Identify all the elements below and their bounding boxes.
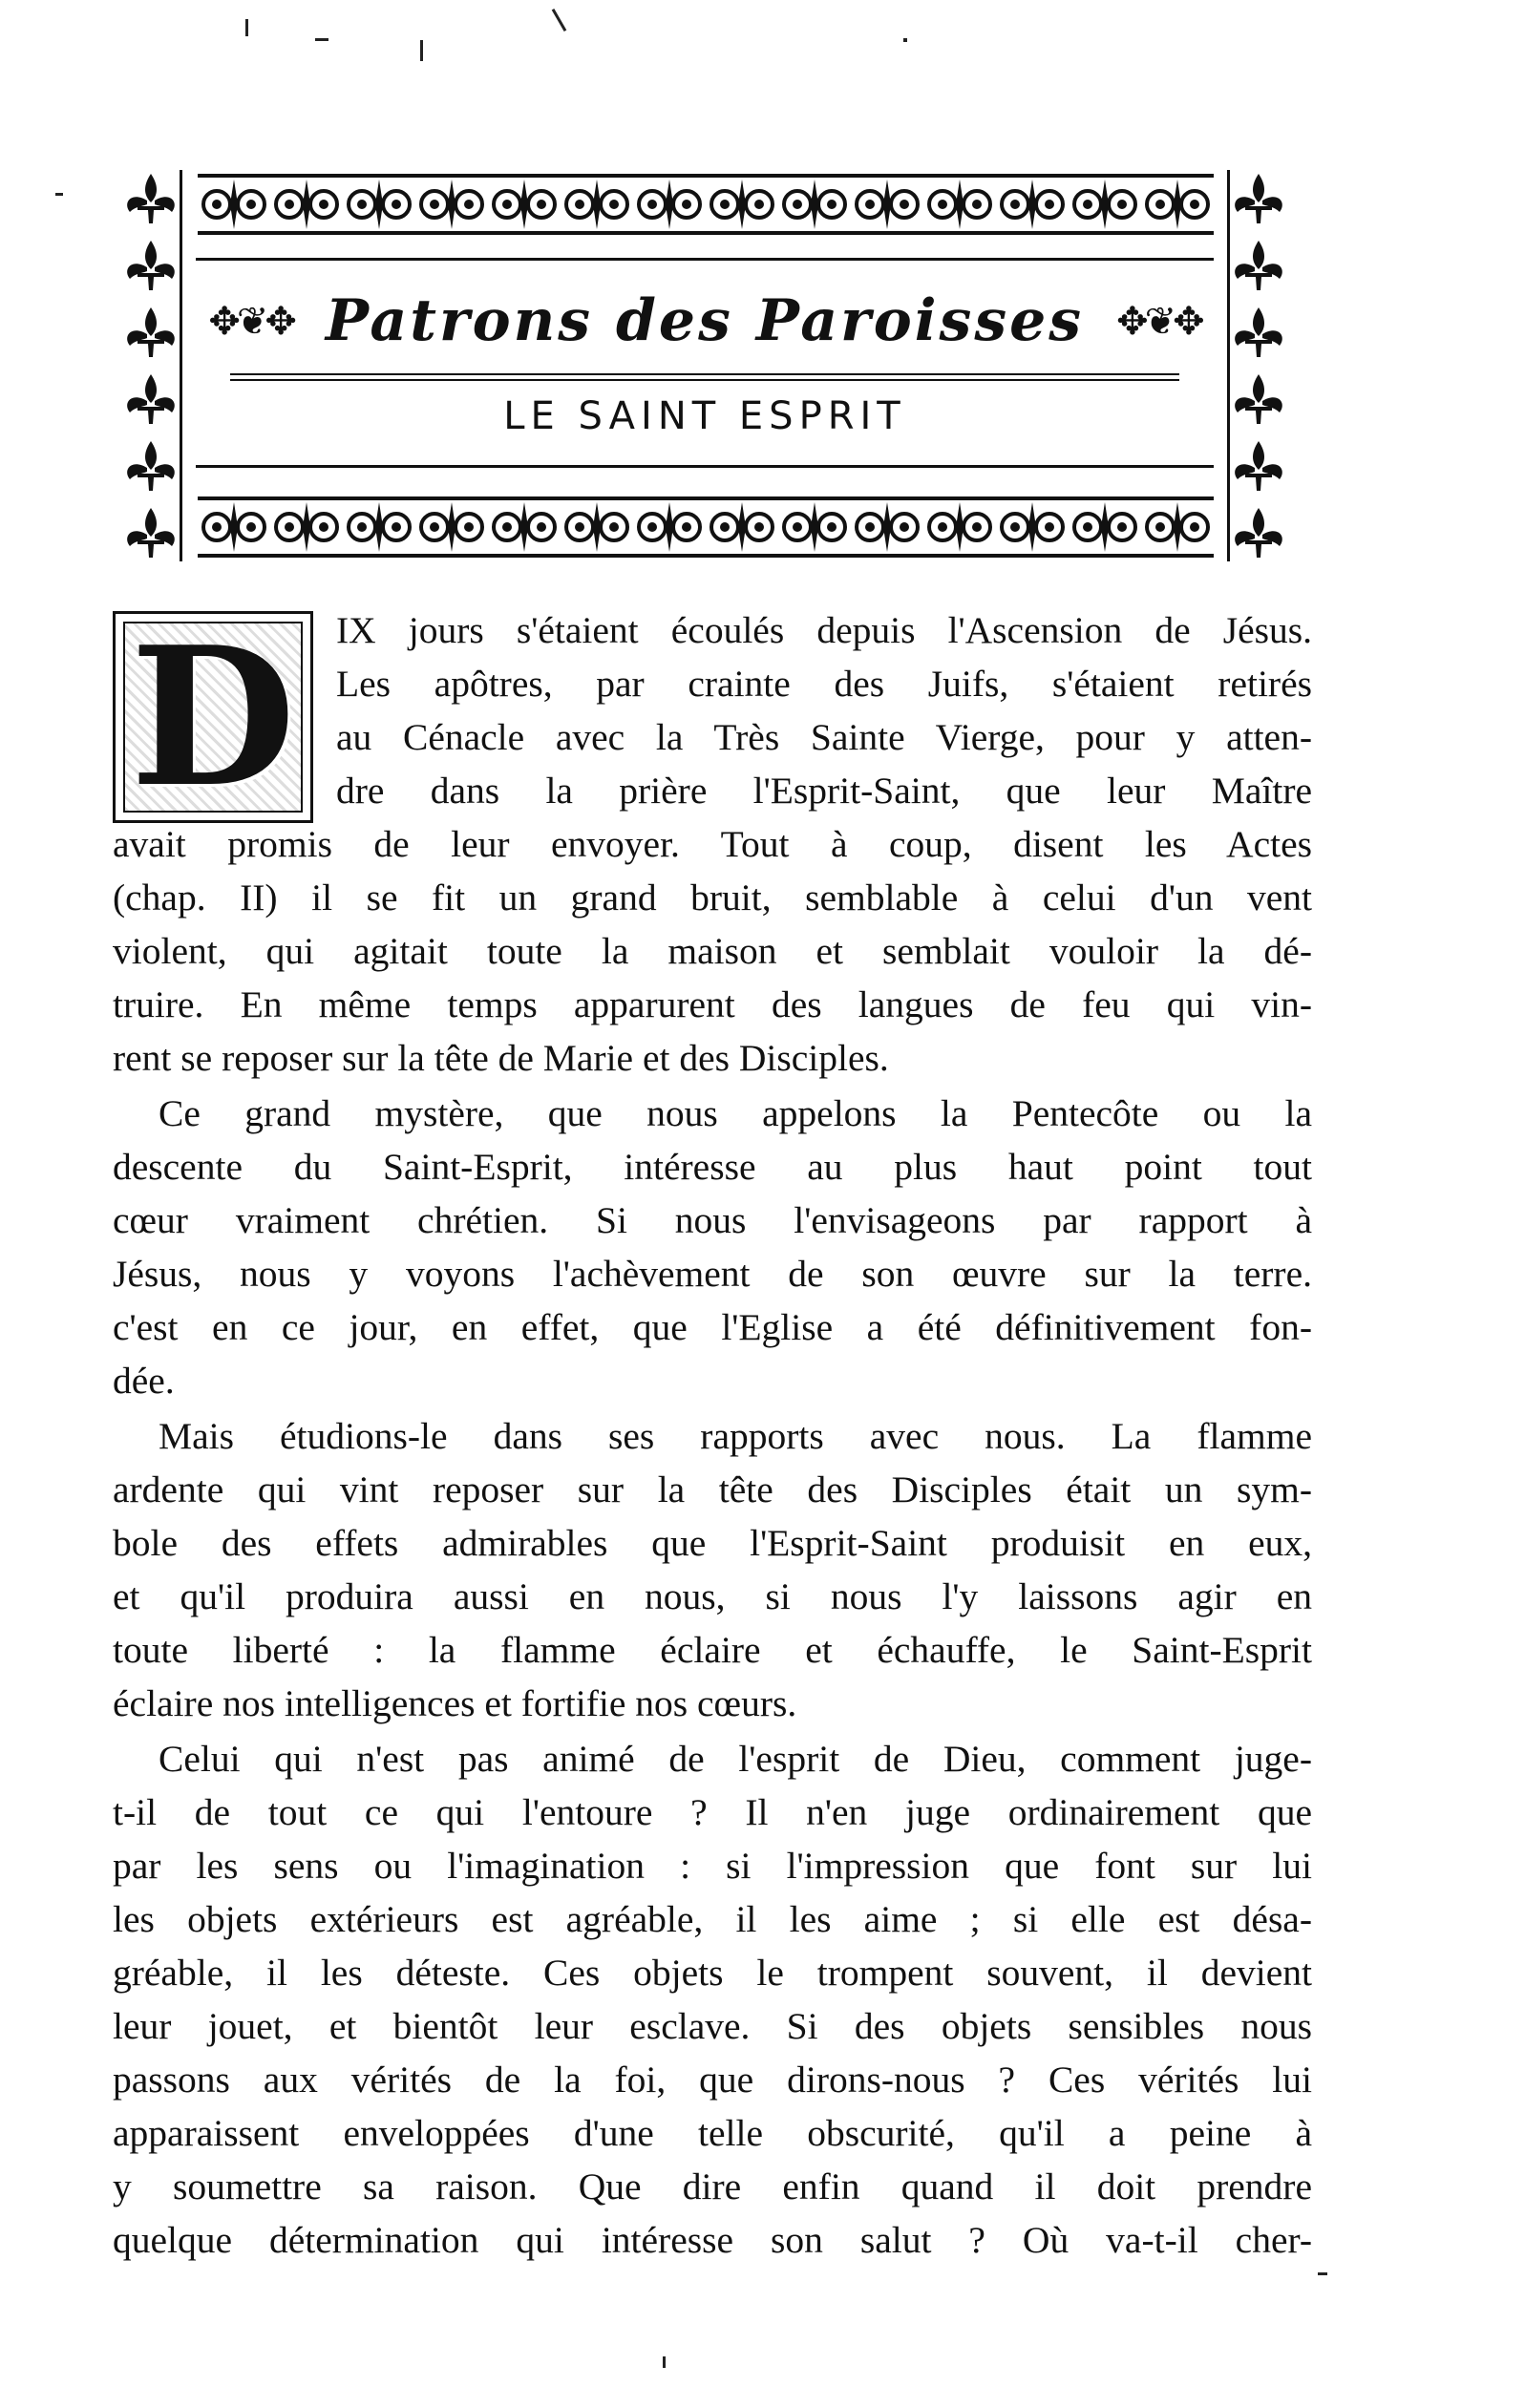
text-line: bole des effets admirables que l'Esprit-Saint produisit en eux, — [113, 1522, 1312, 1564]
print-speck — [315, 38, 328, 41]
text-line: leur jouet, et bientôt leur esclave. Si des objets sensibles nous — [113, 2005, 1312, 2047]
text-line: cœur vraiment chrétien. Si nous l'envisageons par rapport à — [113, 1199, 1312, 1241]
text-line: éclaire nos intelligences et fortifie nos cœurs. — [113, 1682, 797, 1724]
paragraph — [113, 1087, 1312, 1407]
drop-cap-letter: D — [130, 622, 296, 813]
text-line: Les apôtres, par crainte des Juifs, s'étaient retirés — [336, 663, 1312, 705]
text-line: gréable, il les déteste. Ces objets le trompent souvent, il devient — [113, 1952, 1312, 1994]
text-line: quelque détermination qui intéresse son salut ? Où va-t-il cher- — [113, 2219, 1312, 2261]
text-line: Mais étudions-le dans ses rapports avec nous. La flamme — [159, 1415, 1312, 1457]
page-title: Patrons des Paroisses — [325, 287, 1085, 354]
paragraph — [113, 1732, 1312, 2267]
text-line: Jésus, nous y voyons l'achèvement de son œuvre sur la terre. — [113, 1253, 1312, 1295]
paragraph — [113, 1409, 1312, 1730]
text-line: au Cénacle avec la Très Sainte Vierge, pour y atten- — [336, 716, 1312, 758]
ornament-band-top — [198, 174, 1214, 235]
text-line: descente du Saint-Esprit, intéresse au plus haut point tout — [113, 1146, 1312, 1188]
text-line: les objets extérieurs est agréable, il les aime ; si elle est désa- — [113, 1898, 1312, 1940]
text-line: dée. — [113, 1360, 175, 1402]
title-rule — [230, 373, 1179, 375]
title-box — [196, 258, 1214, 468]
fleur-de-lis-border-right — [1220, 170, 1297, 561]
print-speck — [245, 19, 248, 36]
ornament-band-bottom — [198, 496, 1214, 558]
text-line: rent se reposer sur la tête de Marie et des Disciples. — [113, 1037, 889, 1079]
text-line: dre dans la prière l'Esprit-Saint, que leur Maître — [336, 770, 1312, 812]
print-speck — [552, 9, 567, 32]
print-speck — [663, 2356, 666, 2368]
print-speck — [420, 40, 423, 61]
text-line: ardente qui vint reposer sur la tête des Disciples était un sym- — [113, 1468, 1312, 1510]
text-line: c'est en ce jour, en effet, que l'Eglise a été définitivement fon- — [113, 1306, 1312, 1348]
page-subtitle: LE SAINT ESPRIT — [503, 394, 906, 438]
text-line: passons aux vérités de la foi, que dirons-nous ? Ces vérités lui — [113, 2059, 1312, 2101]
text-line: y soumettre sa raison. Que dire enfin quand il doit prendre — [113, 2165, 1312, 2207]
text-line: toute liberté : la flamme éclaire et échauffe, le Saint-Esprit — [113, 1629, 1312, 1671]
text-line: par les sens ou l'imagination : si l'impression que font sur lui — [113, 1845, 1312, 1887]
fleuron-left-icon: ✥❦✥ — [208, 299, 293, 343]
text-line: violent, qui agitait toute la maison et semblait vouloir la dé- — [113, 930, 1312, 972]
print-speck — [1318, 2272, 1327, 2275]
print-speck — [55, 193, 63, 196]
text-line: (chap. II) il se fit un grand bruit, semblable à celui d'un vent — [113, 877, 1312, 919]
text-line: apparaissent enveloppées d'une telle obscurité, qu'il a peine à — [113, 2112, 1312, 2154]
text-line: IX jours s'étaient écoulés depuis l'Ascension de Jésus. — [336, 609, 1312, 651]
title-frame — [180, 170, 1230, 561]
text-line: Ce grand mystère, que nous appelons la Pentecôte ou la — [159, 1092, 1312, 1134]
text-line: et qu'il produira aussi en nous, si nous l'y laissons agir en — [113, 1575, 1312, 1617]
title-rule — [230, 379, 1179, 381]
text-line: Celui qui n'est pas animé de l'esprit de Dieu, comment juge- — [159, 1738, 1312, 1780]
print-speck — [903, 38, 907, 42]
text-line: t-il de tout ce qui l'entoure ? Il n'en juge ordinairement que — [113, 1791, 1312, 1833]
fleuron-right-icon: ✥❦✥ — [1116, 299, 1201, 343]
article-body — [113, 603, 1312, 2267]
text-line: truire. En même temps apparurent des langues de feu qui vin- — [113, 983, 1312, 1025]
paragraph — [113, 603, 1312, 1085]
fleur-de-lis-border-left — [113, 170, 189, 561]
text-line: avait promis de leur envoyer. Tout à coup, disent les Actes — [113, 823, 1312, 865]
section-header — [113, 170, 1297, 561]
